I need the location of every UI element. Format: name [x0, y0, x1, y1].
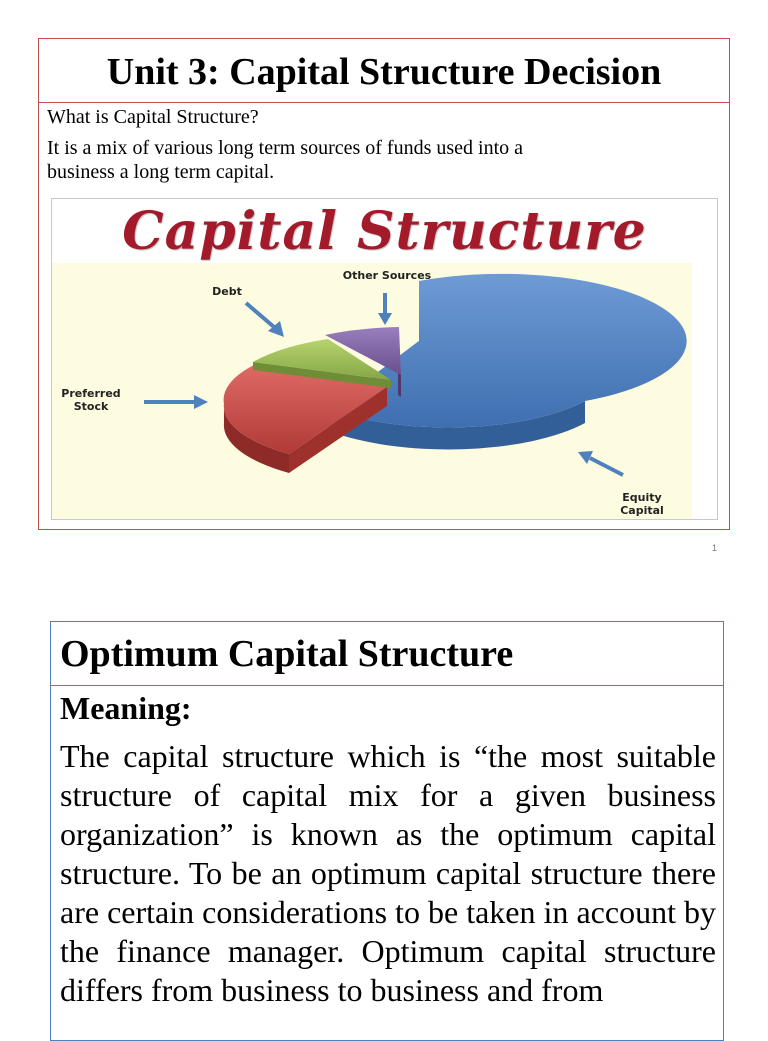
- label-equity-capital-line-1: Equity: [622, 491, 662, 504]
- capital-structure-pie-figure: [51, 198, 718, 520]
- slide-2-title: Optimum Capital Structure: [51, 622, 723, 686]
- arrow-preferred-stock: [144, 395, 208, 409]
- arrow-equity-capital: [578, 451, 623, 475]
- pie-chart-graphic: [52, 199, 718, 520]
- arrow-other-sources: [378, 293, 392, 325]
- meaning-label: Meaning:: [60, 690, 192, 726]
- label-preferred-stock: [56, 387, 126, 413]
- label-preferred-stock-line-2: Stock: [73, 400, 109, 413]
- label-debt: Debt: [212, 285, 242, 298]
- label-preferred-stock-line-1: Preferred: [61, 387, 121, 400]
- definition-line-2: business a long term capital.: [47, 161, 275, 183]
- label-other-sources: Other Sources: [342, 269, 432, 282]
- slide-1: [38, 38, 730, 530]
- arrow-debt: [246, 303, 284, 337]
- slide-1-title: Unit 3: Capital Structure Decision: [39, 39, 729, 103]
- figure-title: Capital Structure: [122, 201, 647, 262]
- capital-structure-question: What is Capital Structure?: [47, 106, 259, 128]
- page-number: 1: [712, 543, 718, 553]
- label-equity-capital: [612, 491, 672, 517]
- meaning-body-text: The capital structure which is “the most suitable structure of capital mix for a given business organization” is known as the optimum capital structure. To be an optimum capital structure there are certain considerations to be taken in account by the finance manager. Optimum capital structure differs from business to business and from: [60, 738, 716, 1008]
- slide-2: [50, 621, 724, 1041]
- definition-line-1: It is a mix of various long term sources of funds used into a: [47, 137, 524, 159]
- label-equity-capital-line-2: Capital: [620, 504, 664, 517]
